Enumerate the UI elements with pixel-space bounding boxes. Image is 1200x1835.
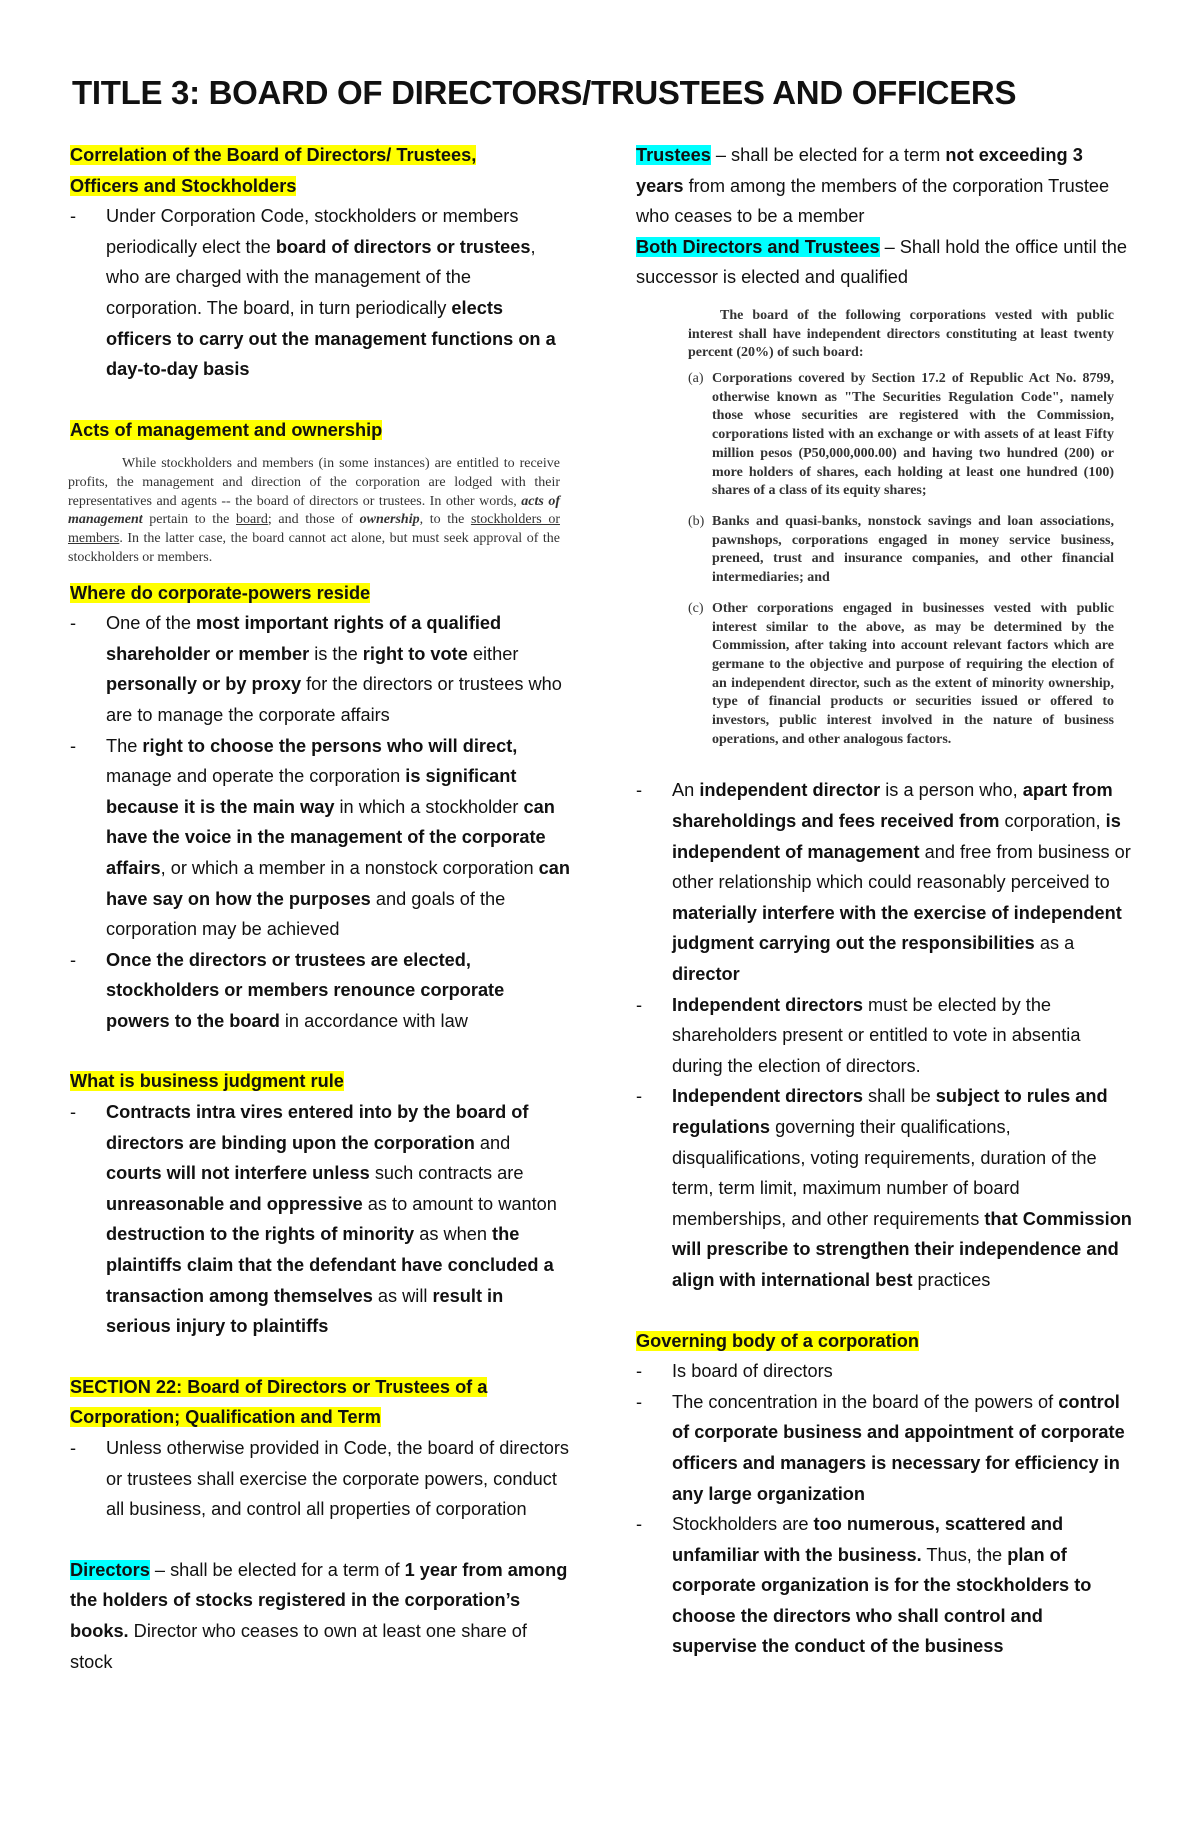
- quote-item-c: (c) Other corporations engaged in businesses vested with public interest similar to the above, as may be determined by the Commission, after taking into account relevant factors which are germane to the objective and purpose of requiring the election of an independent director, such as the extent of minority ownership, type of financial products or securities issued or offered to investors, public interest involved in the nature of business operations, and other analogous factors.: [688, 600, 1114, 747]
- list-item: - One of the most important rights of a qualified shareholder or member is the right to vote either personally or by proxy for the directors or trustees who are to manage the corporate affairs: [70, 608, 570, 730]
- heading-section-22: SECTION 22: Board of Directors or Trustees of a: [70, 1376, 488, 1397]
- section-22: [70, 1372, 570, 1525]
- left-column: [70, 140, 570, 1677]
- list-item: - Independent directors shall be subject to rules and regulations governing their qualifications, disqualifications, voting requirements, duration of the term, term limit, maximum number of board memberships, and other requirements that Commission will prescribe to strengthen their independence and align with international best practices: [636, 1081, 1132, 1295]
- label-directors: Directors: [70, 1559, 150, 1580]
- heading-bjr: What is business judgment rule: [70, 1071, 344, 1092]
- list-item: - Contracts intra vires entered into by the board of directors are binding upon the corporation and courts will not interfere unless such contracts are unreasonable and oppressive as to amount to wanton destruction to the rights of minority as when the plaintiffs claim that the defendant have concluded a transaction among themselves as will result in serious injury to plaintiffs: [70, 1097, 570, 1342]
- page-title: TITLE 3: BOARD OF DIRECTORS/TRUSTEES AND OFFICERS: [72, 74, 1017, 111]
- section-powers: [70, 578, 570, 1037]
- directors-paragraph: Directors – shall be elected for a term of 1 year from among the holders of stocks registered in the corporation’s books. Director who ceases to own at least one share of stock: [70, 1559, 568, 1672]
- heading-section-22-line2: Corporation; Qualification and Term: [70, 1407, 381, 1428]
- quote-acts: While stockholders and members (in some instances) are entitled to receive profits, the management and direction of the corporation are lodged with their representatives and agents -- the board of directors or trustees. In other words, acts of management pertain to the board; and those of ownership, to the stockholders or members. In the latter case, the board cannot act alone, but must seek approval of the stockholders or members.: [68, 456, 560, 565]
- label-trustees: Trustees: [636, 145, 711, 165]
- right-column: [636, 140, 1132, 1662]
- list-item: - Stockholders are too numerous, scattered and unfamiliar with the business. Thus, the plan of corporate organization is for the stockholders to choose the directors who shall control and supervise the conduct of the business: [636, 1509, 1132, 1662]
- quote-item-a: (a) Corporations covered by Section 17.2 of Republic Act No. 8799, otherwise known as "The Securities Regulation Code", namely those whose securities are registered with the Commission, corporations listed with an exchange or with assets of at least Fifty million pesos (P50,000,000.00) and having two hundred (200) or more holders of shares, each holding at least one hundred (100) shares of a class of its equity shares;: [688, 371, 1114, 499]
- section-correlation: [70, 140, 570, 385]
- list-item: - Unless otherwise provided in Code, the board of directors or trustees shall exercise the corporate powers, conduct all business, and control all properties of corporation: [70, 1433, 570, 1525]
- quote-intro: The board of the following corporations vested with public interest shall have independent directors constituting at least twenty percent (20%) of such board:: [688, 307, 1114, 361]
- section-bjr: [70, 1066, 570, 1341]
- heading-acts: Acts of management and ownership: [70, 419, 383, 440]
- quote-item-b: (b) Banks and quasi-banks, nonstock savings and loan associations, pawnshops, corporations engaged in money service business, preneed, trust and insurance companies, and other financial intermediaries; and: [688, 514, 1114, 586]
- label-both: Both Directors and Trustees: [636, 236, 880, 257]
- list-item: - An independent director is a person who, apart from shareholdings and fees received from corporation, is independent of management and free from business or other relationship which could reasonably perceived to materially interfere with the exercise of independent judgment carrying out the responsibilities as a director: [636, 775, 1132, 989]
- trustees-paragraph: Trustees – shall be elected for a term not exceeding 3 years from among the members of the corporation Trustee who ceases to be a member: [636, 145, 1110, 227]
- section-governing: [636, 1326, 1132, 1663]
- heading-governing: Governing body of a corporation: [636, 1330, 919, 1351]
- heading-correlation: Correlation of the Board of Directors/ Trustees,: [70, 145, 477, 165]
- list-item: - Independent directors must be elected by the shareholders present or entitled to vote in absentia during the election of directors.: [636, 990, 1132, 1082]
- list-item: - Under Corporation Code, stockholders or members periodically elect the board of directors or trustees, who are charged with the management of the corporation. The board, in turn periodically elects officers to carry out the management functions on a day-to-day basis: [70, 201, 570, 385]
- list-item: - The concentration in the board of the powers of control of corporate business and appointment of corporate officers and managers is necessary for efficiency in any large organization: [636, 1387, 1132, 1509]
- heading-correlation-line2: Officers and Stockholders: [70, 175, 297, 196]
- section-acts: [70, 415, 570, 568]
- list-item: - The right to choose the persons who will direct, manage and operate the corporation is significant because it is the main way in which a stockholder can have the voice in the management of the corporate affairs, or which a member in a nonstock corporation can have say on how the purposes and goals of the corporation may be achieved: [70, 731, 570, 945]
- heading-powers: Where do corporate-powers reside: [70, 582, 371, 603]
- list-item: - Once the directors or trustees are elected, stockholders or members renounce corporate powers to the board in accordance with law: [70, 945, 570, 1037]
- quote-independent-directors: [688, 307, 1114, 749]
- independent-directors-list: [636, 775, 1132, 1295]
- list-item: - Is board of directors: [636, 1356, 1132, 1387]
- both-paragraph: Both Directors and Trustees – Shall hold the office until the successor is elected and qualified: [636, 236, 1127, 288]
